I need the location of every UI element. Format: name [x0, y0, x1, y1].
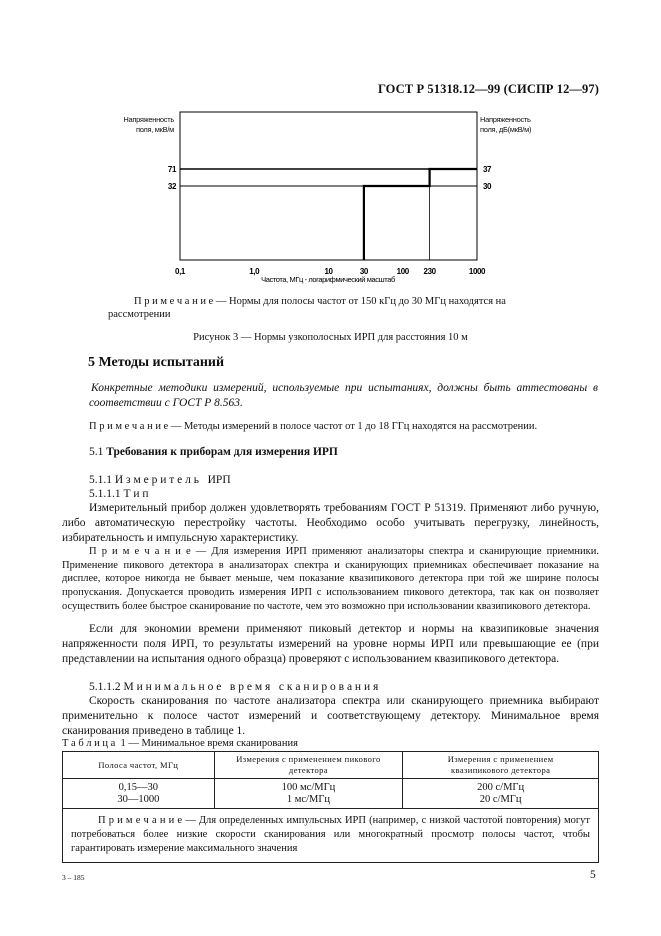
x-tick-label: 10 [324, 267, 333, 276]
table-note-row [63, 809, 599, 863]
note-analyzers-text: — Для измерения ИРП применяют анализаторы спектра и сканирующие приемники. Применение пикового детектора в анализаторах спектра и сканирующих приемниках обеспечивает показание на дисплее, которое никогда не бывает меньше, чем показание квазипикового детектора при той же ширине полосы пропускания. Допускается проводить измерения ИРП с использованием пикового детектора, так как он позволяет осуществить более быстрое сканирование по частоте, чем это возможно при использовании квазипикового детектора. [62, 546, 599, 612]
figure-caption: Рисунок 3 — Нормы узкополосных ИРП для расстояния 10 м [193, 332, 468, 343]
x-tick-label: 230 [423, 267, 436, 276]
section-5-title: 5 Методы испытаний [88, 355, 225, 370]
cell-frequency-2: 30—1000 [117, 793, 160, 805]
clause-5-1-1: 5.1.1 И з м е р и т е л ь ИРП [89, 474, 231, 486]
section-5-note-text: — Методы измерений в полосе частот от 1 до 18 ГГц находятся на рассмотрении. [168, 421, 538, 432]
note-analyzers [62, 545, 599, 614]
x-tick-label: 100 [396, 267, 409, 276]
clause-5-1 [89, 445, 338, 460]
table-note-lead: П р и м е ч а н и е [98, 815, 183, 826]
limit-series-line [364, 169, 477, 260]
page-number: 5 [590, 869, 596, 881]
table-1-caption: Т а б л и ц а 1 — Минимальное время сканирования [62, 738, 298, 749]
cell-frequency-1: 0,15—30 [118, 781, 158, 793]
table-note [63, 809, 599, 863]
clause-5-1-1-2: 5.1.1.2 М и н и м а л ь н о е в р е м я с к а н и р о в а н и я [89, 681, 379, 693]
table-note-text: — Для определенных импульсных ИРП (например, с низкой частотой повторения) могут потребоваться более низкие скорости сканирования или многократный просмотр полосы частот, чтобы гарантировать измерение максимального значения [71, 815, 590, 854]
figure-note-lead: П р и м е ч а н и е [134, 296, 214, 307]
left-tick-71: 71 [167, 165, 176, 174]
x-axis-label: Частота, МГц - логарифмический масштаб [261, 275, 395, 284]
figure-note [134, 295, 506, 309]
cell-quasipeak-1: 200 с/МГц [477, 781, 525, 793]
y-left-label-line2: поля, мкВ/м [135, 125, 174, 134]
y-left-label-line1: Напряженность [123, 115, 174, 124]
table-row [63, 779, 599, 809]
cell-frequency [63, 779, 215, 809]
x-tick-label: 0,1 [175, 267, 185, 276]
section-5-note-lead: П р и м е ч а н и е [89, 421, 169, 432]
cell-quasipeak [403, 779, 599, 809]
section-5-intro: Конкретные методики измерений, используемые при испытаниях, должны быть аттестованы в соответствии с ГОСТ Р 8.563. [89, 382, 598, 409]
clause-5-1-title: Требования к приборам для измерения ИРП [106, 446, 338, 458]
y-right-label-line2: поля, дБ(мкВ/м) [480, 125, 532, 134]
figure-note-text: — Нормы для полосы частот от 150 кГц до 30 МГц находятся на [213, 296, 506, 307]
cell-peak-1: 100 мс/МГц [281, 781, 336, 793]
right-tick-30: 30 [483, 182, 492, 191]
x-tick-label: 30 [359, 267, 368, 276]
header-peak: Измерения с применением пикового детектора [214, 752, 403, 779]
table-header-row [63, 752, 599, 779]
note-analyzers-lead: П р и м е ч а н и е [89, 546, 191, 557]
section-5-note [89, 420, 599, 434]
y-right-label-line1: Напряженность [480, 115, 531, 124]
header-quasipeak: Измерения с применением квазипикового детектора [403, 752, 599, 779]
left-tick-32: 32 [167, 182, 176, 191]
header-frequency: Полоса частот, МГц [63, 752, 215, 779]
right-tick-37: 37 [483, 165, 492, 174]
paragraph-scan-speed: Скорость сканирования по частоте анализатора спектра или сканирующего приемника выбирают применительно к полосе частот измерений и соответствующему детектору. Минимальное время сканирования приведено в таблице 1. [62, 695, 599, 737]
clause-5-1-1-1: 5.1.1.1 Т и п [89, 488, 149, 500]
limits-chart [0, 0, 661, 300]
document-header: ГОСТ Р 51318.12—99 (СИСПР 12—97) [377, 82, 599, 96]
footer-code: 3 – 185 [62, 873, 85, 882]
cell-peak-2: 1 мс/МГц [286, 793, 331, 805]
paragraph-peak-detector: Если для экономии времени применяют пиковый детектор и нормы на квазипиковые значения напряженности поля ИРП, то результаты измерений на уровне нормы ИРП или превышающие ее (при представлении на испытания одного образца) проверяют с использованием квазипикового детектора. [62, 623, 599, 665]
cell-peak [214, 779, 403, 809]
paragraph-type: Измерительный прибор должен удовлетворять требованиям ГОСТ Р 51319. Применяют либо ручную, либо автоматическую перестройку частоты. Необходимо особо учитывать перегрузку, линейность, избирательность и импульсную характеристику. [62, 502, 599, 544]
x-tick-label: 1000 [468, 267, 486, 276]
x-tick-label: 1,0 [249, 267, 260, 276]
figure-note-cont: рассмотрении [108, 309, 171, 320]
table-1 [62, 751, 599, 863]
cell-quasipeak-2: 20 с/МГц [479, 793, 522, 805]
clause-5-1-num: 5.1 [89, 446, 107, 458]
